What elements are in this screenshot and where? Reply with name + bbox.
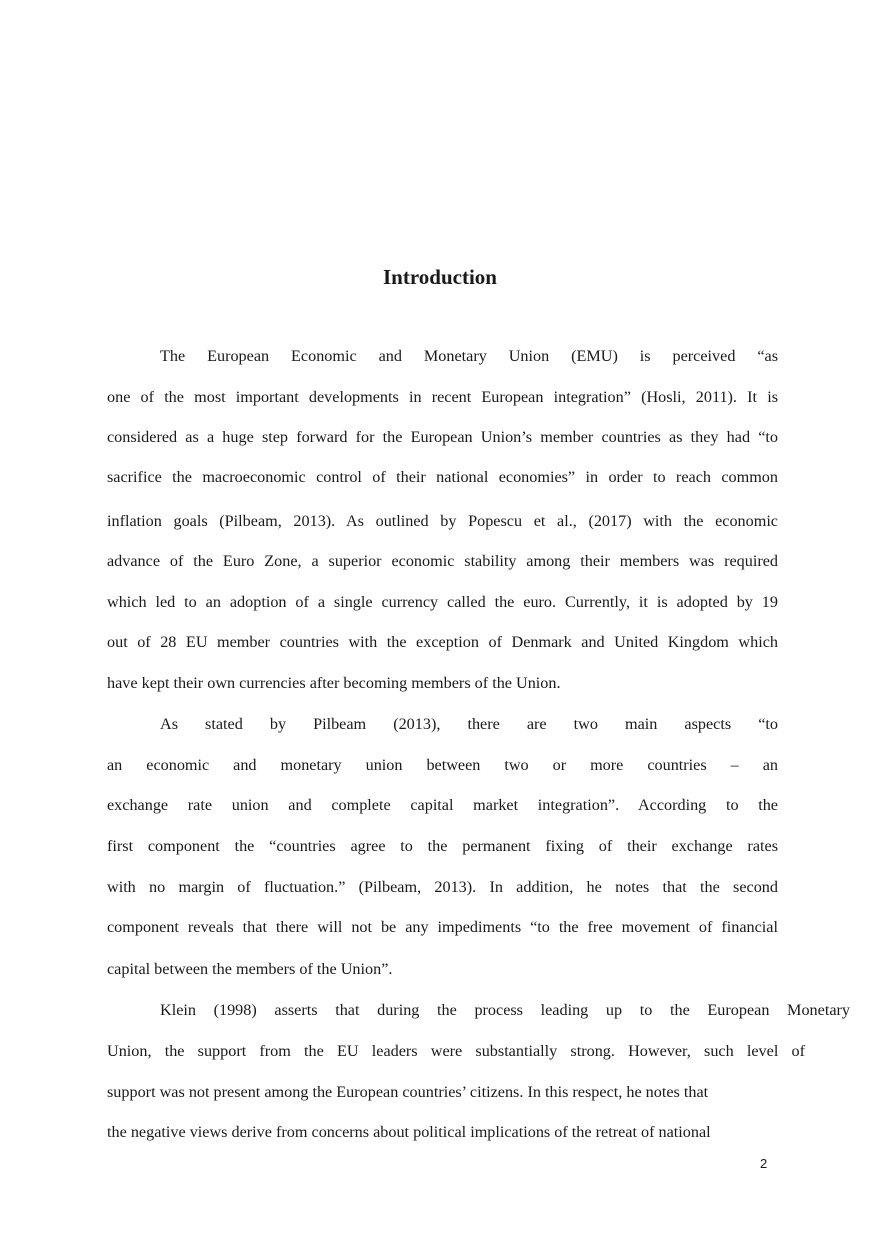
text-line-14: with no margin of fluctuation.” (Pilbeam, 2013). In addition, he notes that the second [107, 878, 778, 896]
text-line-9: have kept their own currencies after becoming members of the Union. [107, 674, 561, 692]
text-line-16: capital between the members of the Union”. [107, 960, 393, 978]
text-line-6: advance of the Euro Zone, a superior economic stability among their members was required [107, 552, 778, 570]
text-line-8: out of 28 EU member countries with the exception of Denmark and United Kingdom which [107, 633, 778, 651]
text-line-19: support was not present among the European countries’ citizens. In this respect, he notes that [107, 1083, 709, 1101]
text-line-11: an economic and monetary union between two or more countries – an [107, 756, 778, 774]
text-line-12: exchange rate union and complete capital market integration”. According to the [107, 796, 778, 814]
text-line-20: the negative views derive from concerns about political implications of the retreat of national [107, 1123, 711, 1141]
text-line-10: As stated by Pilbeam (2013), there are two main aspects “to [160, 715, 778, 733]
text-line-13: first component the “countries agree to the permanent fixing of their exchange rates [107, 837, 778, 855]
text-line-15: component reveals that there will not be any impediments “to the free movement of financial [107, 918, 778, 936]
text-line-2: one of the most important developments in recent European integration” (Hosli, 2011). It is [107, 388, 778, 406]
text-line-7: which led to an adoption of a single currency called the euro. Currently, it is adopted by 19 [107, 593, 778, 611]
text-line-4: sacrifice the macroeconomic control of their national economies” in order to reach common [107, 468, 778, 486]
text-line-17: Klein (1998) asserts that during the process leading up to the European Monetary [160, 1001, 850, 1019]
text-line-18: Union, the support from the EU leaders were substantially strong. However, such level of [107, 1042, 805, 1060]
text-line-1: The European Economic and Monetary Union (EMU) is perceived “as [160, 347, 778, 365]
page-title: Introduction [383, 265, 497, 289]
page-number: 2 [760, 1156, 768, 1171]
text-line-5: inflation goals (Pilbeam, 2013). As outlined by Popescu et al., (2017) with the economic [107, 512, 778, 530]
text-line-3: considered as a huge step forward for the European Union’s member countries as they had “to [107, 428, 778, 446]
